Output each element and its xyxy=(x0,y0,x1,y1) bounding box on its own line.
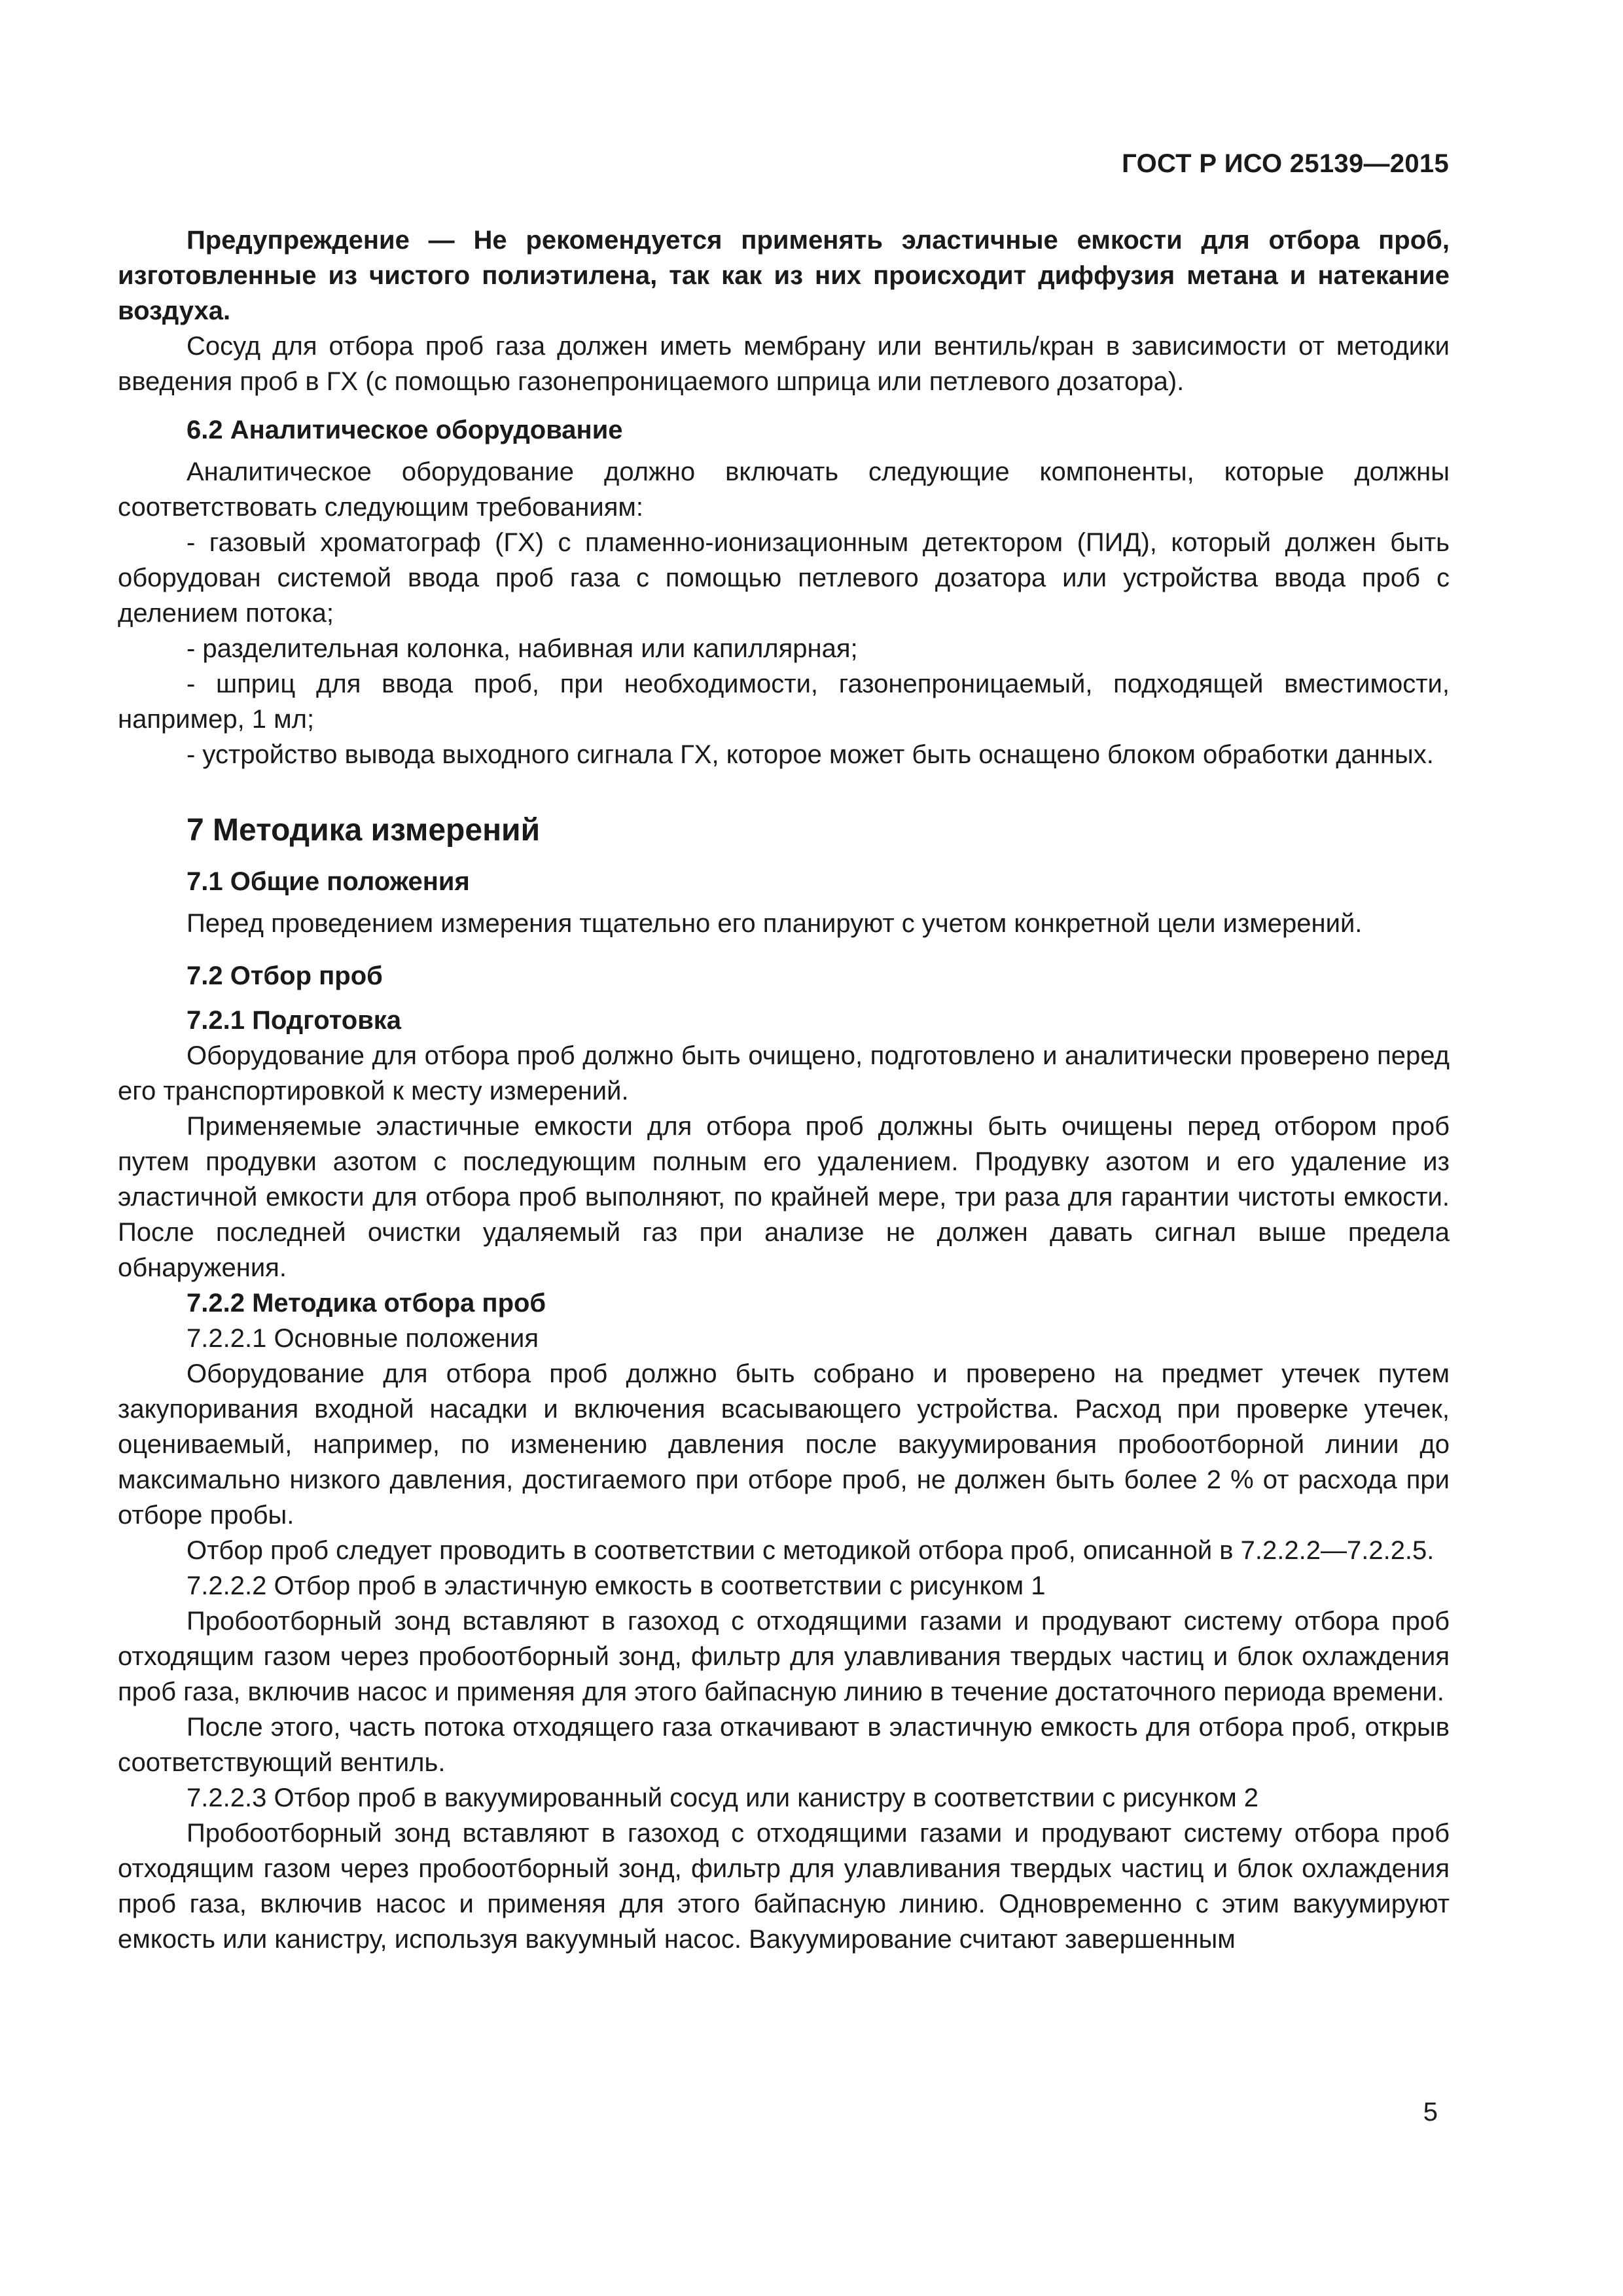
document-header-id: ГОСТ Р ИСО 25139—2015 xyxy=(1122,149,1449,178)
section-6-2-heading: 6.2 Аналитическое оборудование xyxy=(187,416,623,444)
equipment-list-item: - газовый хроматограф (ГХ) с пламенно-ионизационным детектором (ПИД), который должен быть оборудован системой ввода проб газа с помощью петлевого дозатора или устройства ввода проб с делением потока; xyxy=(118,528,1450,628)
section-7-2-2-1-paragraph: Оборудование для отбора проб должно быть собрано и проверено на предмет утечек путем закупоривания входной насадки и включения всасывающего устройства. Расход при проверке утечек, оцениваемый, например, по изменению давления после вакуумирования пробоотборной линии до максимально низкого давления, достигаемого при отборе проб, не должен быть более 2 % от расхода при отборе пробы. xyxy=(118,1359,1450,1530)
section-7-2-2-heading: 7.2.2 Методика отбора проб xyxy=(187,1289,546,1318)
section-7-2-1-paragraph: Применяемые эластичные емкости для отбора проб должны быть очищены перед отбором проб путем продувки азотом с последующим полным его удалением. Продувку азотом и его удаление из эластичной емкости для отбора проб выполняют, по крайней мере, три раза для гарантии чистоты емкости. После последней очистки удаляемый газ при анализе не должен давать сигнал выше предела обнаружения. xyxy=(118,1112,1450,1282)
section-7-2-2-3-heading: 7.2.2.3 Отбор проб в вакуумированный сосуд или канистру в соответствии с рисунком 2 xyxy=(187,1784,1259,1812)
section-6-2-intro: Аналитическое оборудование должно включать следующие компоненты, которые должны соответствовать следующим требованиям: xyxy=(118,457,1450,522)
section-7-1-paragraph: Перед проведением измерения тщательно его планируют с учетом конкретной цели измерений. xyxy=(187,909,1363,938)
page-number: 5 xyxy=(1423,2098,1438,2126)
section-7-2-1-paragraph: Оборудование для отбора проб должно быть очищено, подготовлено и аналитически проверено перед его транспортировкой к месту измерений. xyxy=(118,1041,1450,1105)
section-7-2-1-heading: 7.2.1 Подготовка xyxy=(187,1006,402,1035)
document-body xyxy=(118,223,1450,1957)
section-7-2-2-2-heading: 7.2.2.2 Отбор проб в эластичную емкость в соответствии с рисунком 1 xyxy=(187,1571,1046,1600)
section-7-2-2-2-paragraph: После этого, часть потока отходящего газа откачивают в эластичную емкость для отбора проб, открыв соответствующий вентиль. xyxy=(118,1713,1450,1777)
section-7-2-2-2-paragraph: Пробоотборный зонд вставляют в газоход с отходящими газами и продувают систему отбора проб отходящим газом через пробоотборный зонд, фильтр для улавливания твердых частиц и блок охлаждения проб газа, включив насос и применяя для этого байпасную линию в течение достаточного периода времени. xyxy=(118,1607,1450,1706)
warning-paragraph: Предупреждение — Не рекомендуется применять эластичные емкости для отбора проб, изготовленные из чистого полиэтилена, так как из них происходит диффузия метана и натекание воздуха. xyxy=(118,226,1450,325)
vessel-paragraph: Сосуд для отбора проб газа должен иметь мембрану или вентиль/кран в зависимости от методики введения проб в ГХ (с помощью газонепроницаемого шприца или петлевого дозатора). xyxy=(118,332,1450,396)
section-7-1-heading: 7.1 Общие положения xyxy=(187,867,470,896)
equipment-list-item: - устройство вывода выходного сигнала ГХ, которое может быть оснащено блоком обработки данных. xyxy=(187,740,1434,769)
section-7-2-2-3-paragraph: Пробоотборный зонд вставляют в газоход с отходящими газами и продувают систему отбора проб отходящим газом через пробоотборный зонд, фильтр для улавливания твердых частиц и блок охлаждения проб газа, включив насос и применяя для этого байпасную линию. Одновременно с этим вакуумируют емкость или канистру, используя вакуумный насос. Вакуумирование считают завершенным xyxy=(118,1819,1450,1954)
equipment-list-item: - разделительная колонка, набивная или капиллярная; xyxy=(187,634,858,663)
section-7-2-2-1-paragraph: Отбор проб следует проводить в соответствии с методикой отбора проб, описанной в 7.2.2.2—7.2.2.5. xyxy=(187,1536,1435,1565)
section-7-2-heading: 7.2 Отбор проб xyxy=(187,961,383,990)
section-7-2-2-1-heading: 7.2.2.1 Основные положения xyxy=(187,1324,539,1353)
section-7-heading: 7 Методика измерений xyxy=(187,813,541,848)
equipment-list-item: - шприц для ввода проб, при необходимости, газонепроницаемый, подходящей вместимости, например, 1 мл; xyxy=(118,670,1450,734)
